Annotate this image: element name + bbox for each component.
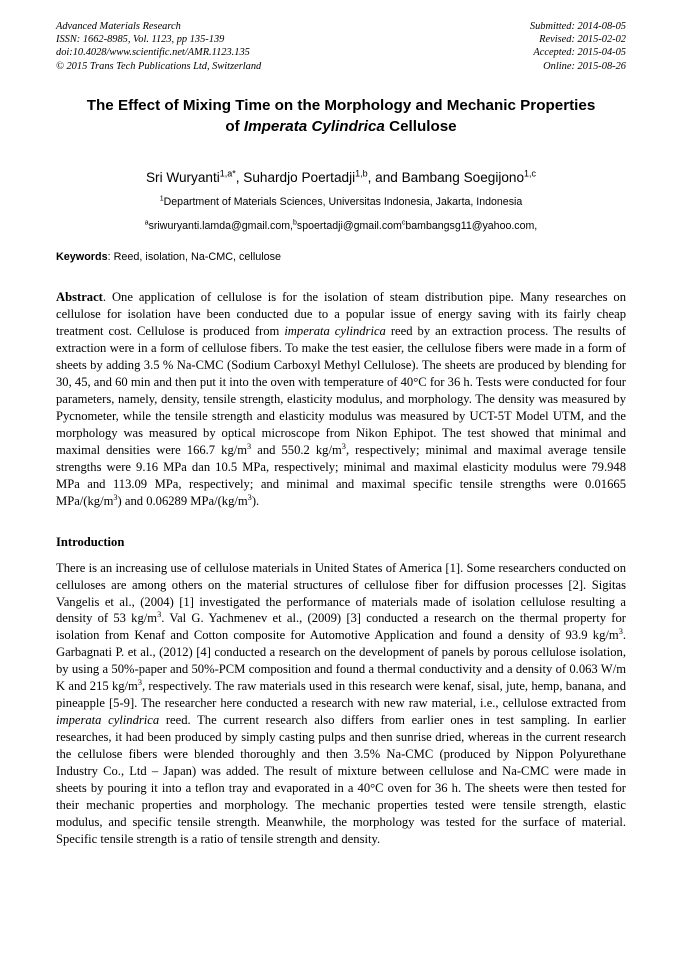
abstract-text-3: and 550.2 kg/m [251, 442, 342, 457]
affiliation-marker: 1 [159, 195, 164, 203]
abstract-exponent-2: 3 [341, 441, 346, 451]
issn-volume-pages: ISSN: 1662-8985, Vol. 1123, pp 135-139 [56, 34, 225, 46]
author-separator-1: , [235, 169, 244, 185]
date-submitted: Submitted: 2014-08-05 [529, 21, 626, 32]
abstract-text-1: . One application of cellulose is for the isolation of steam distribution pipe. Many researches on cellulose for isolation have been conducted due to a popular issue of energy saving with its fairly cheap treatment cost. Cellulose is produced from [56, 290, 626, 339]
author-2-name: Suhardjo Poertadji [243, 169, 356, 185]
journal-name: Advanced Materials Research [56, 21, 181, 32]
introduction-heading: Introduction [56, 534, 125, 549]
keywords-line [56, 251, 626, 263]
abstract-text-2: reed by an extraction process. The results of extraction were in a form of cellulose fibers. To make the test easier, the cellulose fibers were made in a form of sheets by adding 3.5 % Na-CMC (Sodium Carboxyl Methyl Cellulose). The sheets are produced by blending for 30, 45, and 60 min and then put it into the oven with temperature of 40°C for 36 h. Tests were conducted for four parameters, namely, density, tensile strength, elasticity modulus, and morphology. The density was measured by Pycnometer, while the tensile strength and elasticity modulus was measured by UCT-5T Model UTM, and the morphology was measured by optical microscope from Nikon Ephipot. The test showed that minimal and maximal densities were 166.7 kg/m [56, 324, 627, 457]
intro-exponent-1: 3 [157, 610, 162, 620]
introduction-paragraph [56, 560, 626, 848]
email-b-marker: b [293, 219, 297, 227]
abstract-text-6: ). [251, 493, 260, 508]
email-b: spoertadji@gmail.com [296, 219, 402, 232]
publication-dates [530, 20, 626, 73]
doi: doi:10.4028/www.scientific.net/AMR.1123.135 [56, 47, 250, 59]
intro-text-4: , respectively. The raw materials used in this research were kenaf, sisal, jute, hemp, banana, and pineapple [5-9]. The researcher here conducted a research with new raw material, i.e., cellulose extracted from [56, 679, 626, 711]
journal-info [56, 20, 261, 73]
intro-species-name: imperata cylindrica [56, 713, 160, 728]
abstract-species-name: imperata cylindrica [284, 324, 386, 339]
title-species-name: Imperata Cylindrica [243, 117, 385, 135]
author-emails [56, 219, 626, 234]
abstract-label: Abstract [56, 290, 103, 305]
date-revised: Revised: 2015-02-02 [539, 34, 626, 46]
abstract-exponent-3: 3 [113, 492, 118, 502]
intro-text-1: There is an increasing use of cellulose materials in United States of America [1]. Some researchers conducted on celluloses are among others on the material structures of cellulose fiber for diffusion processes [2]. Sigitas Vangelis et al., (2004) [1] investigated the performance of materials made of isolation cellulose resulting a density of 53 kg/m [56, 560, 626, 626]
copyright: © 2015 Trans Tech Publications Ltd, Switzerland [56, 60, 262, 72]
author-3-name: Bambang Soegijono [401, 169, 525, 185]
title-line-2-suffix: Cellulose [384, 117, 457, 135]
email-a: sriwuryanti.lamda@gmail.com, [148, 219, 294, 232]
author-2-affiliation-marker: 1,b [355, 168, 368, 179]
author-1-affiliation-marker: 1,a* [219, 168, 236, 179]
abstract-text-5: ) and 0.06289 MPa/(kg/m [117, 493, 248, 508]
keywords-value: : Reed, isolation, Na-CMC, cellulose [107, 251, 282, 264]
abstract-paragraph [56, 289, 626, 509]
running-header [56, 20, 626, 73]
title-line-1: The Effect of Mixing Time on the Morphology and Mechanic Properties [86, 96, 596, 114]
email-c-marker: c [401, 219, 406, 227]
date-online: Online: 2015-08-26 [543, 60, 626, 72]
email-a-marker: a [144, 219, 149, 227]
date-accepted: Accepted: 2015-04-05 [533, 47, 626, 59]
intro-exponent-2: 3 [618, 627, 623, 637]
author-3-affiliation-marker: 1,c [524, 168, 537, 179]
affiliation [56, 195, 626, 210]
author-separator-2: , and [367, 169, 402, 185]
title-line-2-prefix: of [225, 117, 244, 135]
intro-text-2: . Val G. Yachmenev et al., (2009) [3] conducted a research on the thermal property for isolation from Kenaf and Cotton composite for Automotive Application and found a density of 93.9 kg/m [56, 611, 626, 643]
author-1-name: Sri Wuryanti [145, 169, 220, 185]
author-list [56, 168, 626, 187]
abstract-text-4: , respectively; minimal and maximal average tensile strengths were 9.16 MPa dan 10.5 MPa, respectively; minimal and maximal elasticity modulus were 79.948 MPa and 113.09 MPa, respectively; and minimal and maximal specific tensile strengths were 0.01665 MPa/(kg/m [56, 442, 626, 508]
keywords-label: Keywords [56, 251, 108, 264]
email-c: bambangsg11@yahoo.com, [405, 219, 538, 232]
intro-text-5: reed. The current research also differs from earlier ones in test sampling. In earlier researches, it had been produced by simply casting pulps and then sunrise dried, whereas in the current research the cellulose fibers were blended thoroughly and then 3.5% Na-CMC (produced by Nippon Polyurethane Industry Co., Ltd – Japan) was added. The result of mixture between cellulose and Na-CMC were made in sheets by pouring it into a teflon tray and evaporated in a 40°C oven for 36 h. The sheets were then tested for their mechanic properties and morphology. The mechanic properties tested were tensile strength, elastic modulus, and specific tensile strength. Meanwhile, the morphology was tested for the surface of material. Specific tensile strength is a ratio of tensile strength and density. [56, 713, 626, 846]
affiliation-text: Department of Materials Sciences, Universitas Indonesia, Jakarta, Indonesia [163, 195, 523, 208]
abstract-exponent-4: 3 [247, 492, 252, 502]
page-title [56, 96, 626, 138]
abstract-exponent-1: 3 [247, 441, 252, 451]
page-content [56, 20, 626, 848]
intro-text-3: . Garbagnati P. et al., (2012) [4] conducted a research on the development of panels by porous cellulose isolation, by using a 50%-paper and 50%-PCM composition and found a thermal conductivity and a density of 0.063 W/m K and 215 kg/m [56, 628, 626, 694]
intro-exponent-3: 3 [137, 678, 143, 687]
